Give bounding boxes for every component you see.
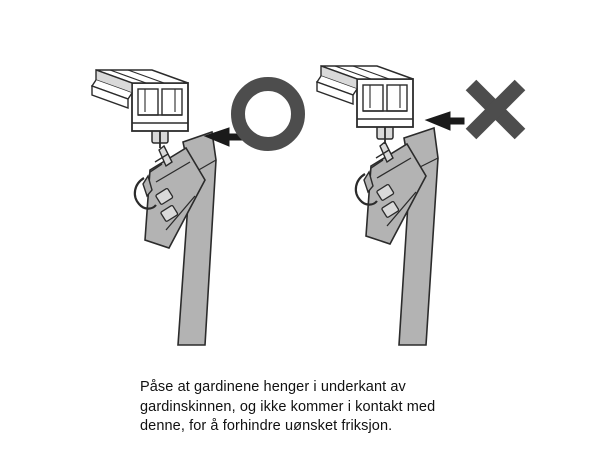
panel-correct bbox=[92, 70, 298, 345]
ceiling-rail-left bbox=[132, 83, 188, 131]
caption-line-2: gardinskinnen, og ikke kommer i kontakt med bbox=[140, 398, 436, 415]
marker-circle-ok bbox=[238, 84, 298, 144]
arrow-right bbox=[426, 112, 464, 130]
caption-line-3: denne, for å forhindre uønsket friksjon. bbox=[140, 418, 393, 434]
caption-line-1: Påse at gardinene henger i underkant av bbox=[140, 379, 406, 395]
ceiling-rail-right bbox=[357, 79, 413, 127]
marker-cross-not-ok bbox=[471, 85, 520, 134]
caption-text bbox=[140, 378, 540, 437]
panel-incorrect bbox=[317, 66, 520, 345]
